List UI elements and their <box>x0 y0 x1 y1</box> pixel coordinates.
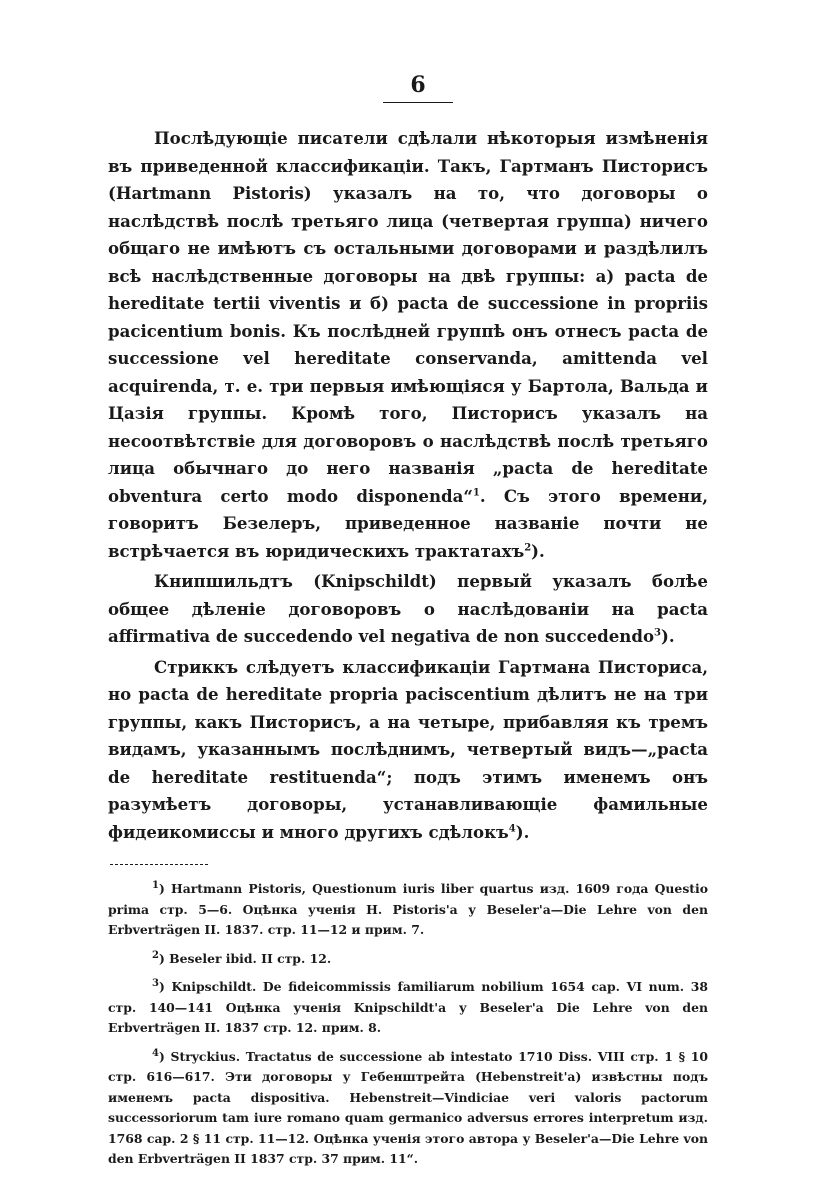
paragraph-text: . Съ этого времени, говоритъ Безелеръ, приведенное названіе почти не встрѣчается въ юридическихъ трактатахъ <box>108 485 708 561</box>
footnote-text: ) Knipschildt. De fideicommissis familiarum nobilium 1654 cap. VI num. 38 стр. 140—141 Оцѣнка ученія Knipschildt'a у Beseler'a Die Lehre von den Erbverträgen II. 1837 стр. 12. прим. 8. <box>108 979 708 1035</box>
paragraph-text: ). <box>661 626 675 646</box>
paragraph-text: Стриккъ слѣдуетъ классификаціи Гартмана Писториса, но pacta de hereditate propria paciscentium дѣлитъ не на три группы, какъ Писторисъ, а на четыре, прибавляя къ тремъ видамъ, указаннымъ послѣднимъ, четвертый видъ—„pacta de hereditate restituenda“; подъ этимъ именемъ онъ разумѣетъ договоры, устанавливающіе фамильные фидеикомиссы и много другихъ сдѣлокъ <box>108 656 708 842</box>
footnote-text: ) Stryckius. Tractatus de successione ab intestato 1710 Diss. VIII стр. 1 § 10 стр. 616—617. Эти договоры у Гебенштрейта (Hebenstreit'a) извѣстны подъ именемъ pacta dispositiva. Hebenstreit—Vindiciae veri valoris pactorum successoriorum tam iure romano quam germanico adversus errores interpretum изд. 1768 cap. 2 § 11 стр. 11—12. Оцѣнка ученія этого автора у Beseler'a—Die Lehre von den Erbverträgen II 1837 стр. 37 прим. 11“. <box>108 1048 708 1166</box>
footnote-text: ) Beseler ibid. II стр. 12. <box>158 950 332 966</box>
footnote-ref[interactable]: 1 <box>472 486 480 498</box>
paragraph-text: Послѣдующіе писатели сдѣлали нѣкоторыя измѣненія въ приведенной классификаціи. Такъ, Гартманъ Писторисъ (Hartmann Pistoris) указалъ на то, что договоры о наслѣдствѣ послѣ третьяго лица (четвертая группа) ничего общаго не имѣютъ съ остальными договорами и раздѣлилъ всѣ наслѣдственные договоры на двѣ группы: а) pacta de hereditate tertii viventis и б) pacta de successione in propriis pacicentium bonis. Къ послѣдней группѣ онъ отнесъ pacta de successione vel hereditate conservanda, amittenda vel acquirenda, т. е. три первыя имѣющіяся у Бартола, Вальда и Цазія группы. Кромѣ того, Писторисъ указалъ на несоотвѣтствіе для договоровъ о наслѣдствѣ послѣ третьяго лица обычнаго до него названія „pacta de hereditate obventura certo modo disponenda“ <box>108 128 708 506</box>
footnote-4 <box>108 1047 708 1170</box>
footnote-ref[interactable]: 2 <box>524 541 532 553</box>
page-number: 6 <box>383 72 453 103</box>
footnote-text: ) Hartmann Pistoris, Questionum iuris liber quartus изд. 1609 года Questio prima стр. 5—6. Оцѣнка ученія H. Pistoris'a у Beseler'a—Die Lehre von den Erbverträgen II. 1837. стр. 11—12 и прим. 7. <box>108 881 708 937</box>
footnote-mark: 3 <box>152 977 159 989</box>
document-page <box>108 72 708 1178</box>
main-text <box>108 125 708 846</box>
footnote-3 <box>108 977 708 1039</box>
footnote-mark: 2 <box>152 949 159 961</box>
footnote-mark: 1 <box>152 879 159 891</box>
paragraph-3 <box>108 654 708 847</box>
footnote-ref[interactable]: 3 <box>654 627 661 639</box>
footnote-ref[interactable]: 4 <box>508 822 516 834</box>
paragraph-2 <box>108 568 708 651</box>
footnotes <box>108 879 708 1170</box>
footnote-1 <box>108 879 708 941</box>
paragraph-text: ). <box>515 821 530 842</box>
paragraph-text: Книпшильдтъ (Knipschildt) первый указалъ болѣе общее дѣленіе договоровъ о наслѣдованіи на pacta affirmativa de succedendo vel negativa de non succedendo <box>108 571 708 646</box>
footnote-2 <box>108 949 708 970</box>
paragraph-1 <box>108 125 708 565</box>
footnote-divider <box>110 864 208 865</box>
paragraph-text: ). <box>531 540 545 561</box>
footnote-mark: 4 <box>152 1047 159 1059</box>
